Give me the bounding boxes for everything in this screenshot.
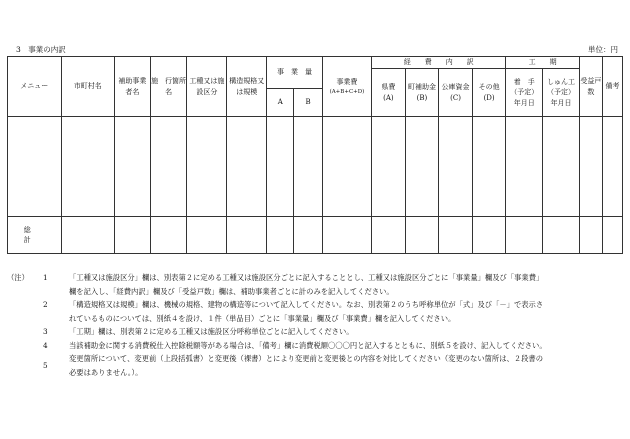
note-number: 5 (43, 361, 48, 370)
header-start (506, 69, 543, 117)
header-grantee: 補助事業者名 (115, 57, 151, 117)
note-line: 必要はありません。）。 (69, 367, 143, 377)
start-plan: （予定） (510, 88, 539, 97)
total-qty-a (267, 217, 294, 254)
total-label: 総 計 (8, 217, 62, 254)
total-work-type (187, 217, 227, 254)
finish-date: 年月日 (550, 98, 572, 107)
note-2 (7, 298, 625, 325)
note-1 (7, 271, 625, 298)
note-text (69, 298, 625, 325)
header-other (472, 69, 506, 117)
notes-section (7, 271, 625, 379)
note-line: 欄を記入し、「経費内訳」欄及び「受益戸数」欄は、補助事業者ごとに計のみを記入してください。 (69, 286, 394, 296)
header-schedule: 工 期 (506, 57, 579, 69)
note-text (69, 271, 625, 298)
note-text (69, 339, 625, 353)
public-bond-label: 公庫資金 (441, 83, 470, 91)
header-structure: 構造規格又は規模 (227, 57, 267, 117)
finish-plan: （予定） (546, 88, 575, 97)
total-structure (227, 217, 267, 254)
cell-public-bond (439, 117, 473, 217)
note-line: 「工種又は施設区分」欄は、別表第２に定める工種又は施設区分ごとに記入することとし、工種又は施設区分ごとに「事業量」欄及び「事業費」 (69, 273, 544, 282)
header-public-bond (439, 69, 473, 117)
header-qty-a: A (267, 89, 294, 117)
total-start (506, 217, 543, 254)
finish-label: しゅん工 (546, 77, 575, 86)
other-code: (D) (483, 93, 495, 102)
cell-start (506, 117, 543, 217)
note-number: 4 (43, 340, 48, 350)
start-date: 年月日 (513, 98, 535, 107)
pref-cost-label: 県費 (381, 83, 396, 91)
note-text (69, 325, 625, 339)
header-municipality: 市町村名 (61, 57, 115, 117)
cell-other (472, 117, 506, 217)
note-number: 3 (43, 327, 48, 336)
note-line: 変更箇所について、変更前（上段括弧書）と変更後（裸書）とにより変更前と変更後との内容を対比してください（変更のない箇所は、２段書の (69, 354, 543, 363)
total-municipality (61, 217, 115, 254)
header-location: 施 行箇所名 (150, 57, 187, 117)
total-town-subsidy (405, 217, 439, 254)
total-location (150, 217, 187, 254)
header-qty-b: B (294, 89, 322, 117)
town-subsidy-code: (B) (416, 93, 428, 102)
cell-households (579, 117, 602, 217)
cell-work-type (187, 117, 227, 217)
project-cost-formula: (A+B+C+D) (329, 88, 365, 95)
total-pref-cost (372, 217, 406, 254)
header-menu: メニュー (8, 57, 62, 117)
unit-label: 単位：円 (588, 45, 618, 54)
note-line: 「工期」欄は、別表第２に定める工種又は施設区分呼称単位ごとに記入してください。 (69, 327, 354, 336)
cell-qty-b (294, 117, 322, 217)
cell-pref-cost (372, 117, 406, 217)
cell-finish (543, 117, 580, 217)
note-3 (7, 325, 625, 339)
header-work-type: 工種又は施設区分 (187, 57, 227, 117)
cell-qty-a (267, 117, 294, 217)
cell-structure (227, 117, 267, 217)
section-title: 3 事業の内訳 (16, 45, 66, 54)
cell-menu (8, 117, 62, 217)
public-bond-code: (C) (450, 93, 461, 102)
note-number: 1 (43, 273, 48, 282)
other-label: その他 (478, 83, 500, 91)
header-households: 受益戸数 (579, 57, 602, 117)
header-breakdown: 経 費 内 訳 (372, 57, 506, 69)
note-line: れているものについては、別紙４を設け、１件（単品目）ごとに「事業量」欄及び「事業費」欄を記入してください。 (69, 313, 456, 323)
note-4 (7, 339, 625, 353)
note-text (69, 352, 625, 379)
note-line: 「構造規格又は規模」欄は、機械の規格、建物の構造等について記入してください。なお、別表第２のうち呼称単位が「式」及び「－」で表示さ (69, 300, 544, 309)
table-row-total (8, 217, 623, 254)
header-finish (543, 69, 580, 117)
total-finish (543, 217, 580, 254)
cell-town-subsidy (405, 117, 439, 217)
header-remarks: 備考 (602, 57, 622, 117)
header-project-cost (322, 57, 371, 117)
note-number: 2 (43, 300, 48, 309)
total-households (579, 217, 602, 254)
total-other (472, 217, 506, 254)
cell-grantee (115, 117, 151, 217)
start-label: 着 手 (513, 77, 535, 86)
total-remarks (602, 217, 622, 254)
note-line: 当該補助金に関する消費税仕入控除税額等がある場合は、「備考」欄に消費税額〇〇〇円と記入するとともに、別紙５を設け、記入してください。 (69, 340, 547, 350)
total-grantee (115, 217, 151, 254)
total-project-cost (322, 217, 371, 254)
cell-project-cost (322, 117, 371, 217)
total-qty-b (294, 217, 322, 254)
notes-label: （注） (7, 273, 29, 282)
pref-cost-code: (A) (383, 93, 394, 102)
cell-municipality (61, 117, 115, 217)
cell-location (150, 117, 187, 217)
total-public-bond (439, 217, 473, 254)
cell-remarks (602, 117, 622, 217)
project-breakdown-table (7, 56, 623, 254)
project-cost-label: 事業費 (336, 78, 358, 87)
town-subsidy-label: 町補助金 (407, 83, 436, 91)
header-town-subsidy (405, 69, 439, 117)
note-5 (7, 352, 625, 379)
header-quantity: 事 業 量 (267, 57, 323, 89)
header-pref-cost (372, 69, 406, 117)
table-row-body (8, 117, 623, 217)
